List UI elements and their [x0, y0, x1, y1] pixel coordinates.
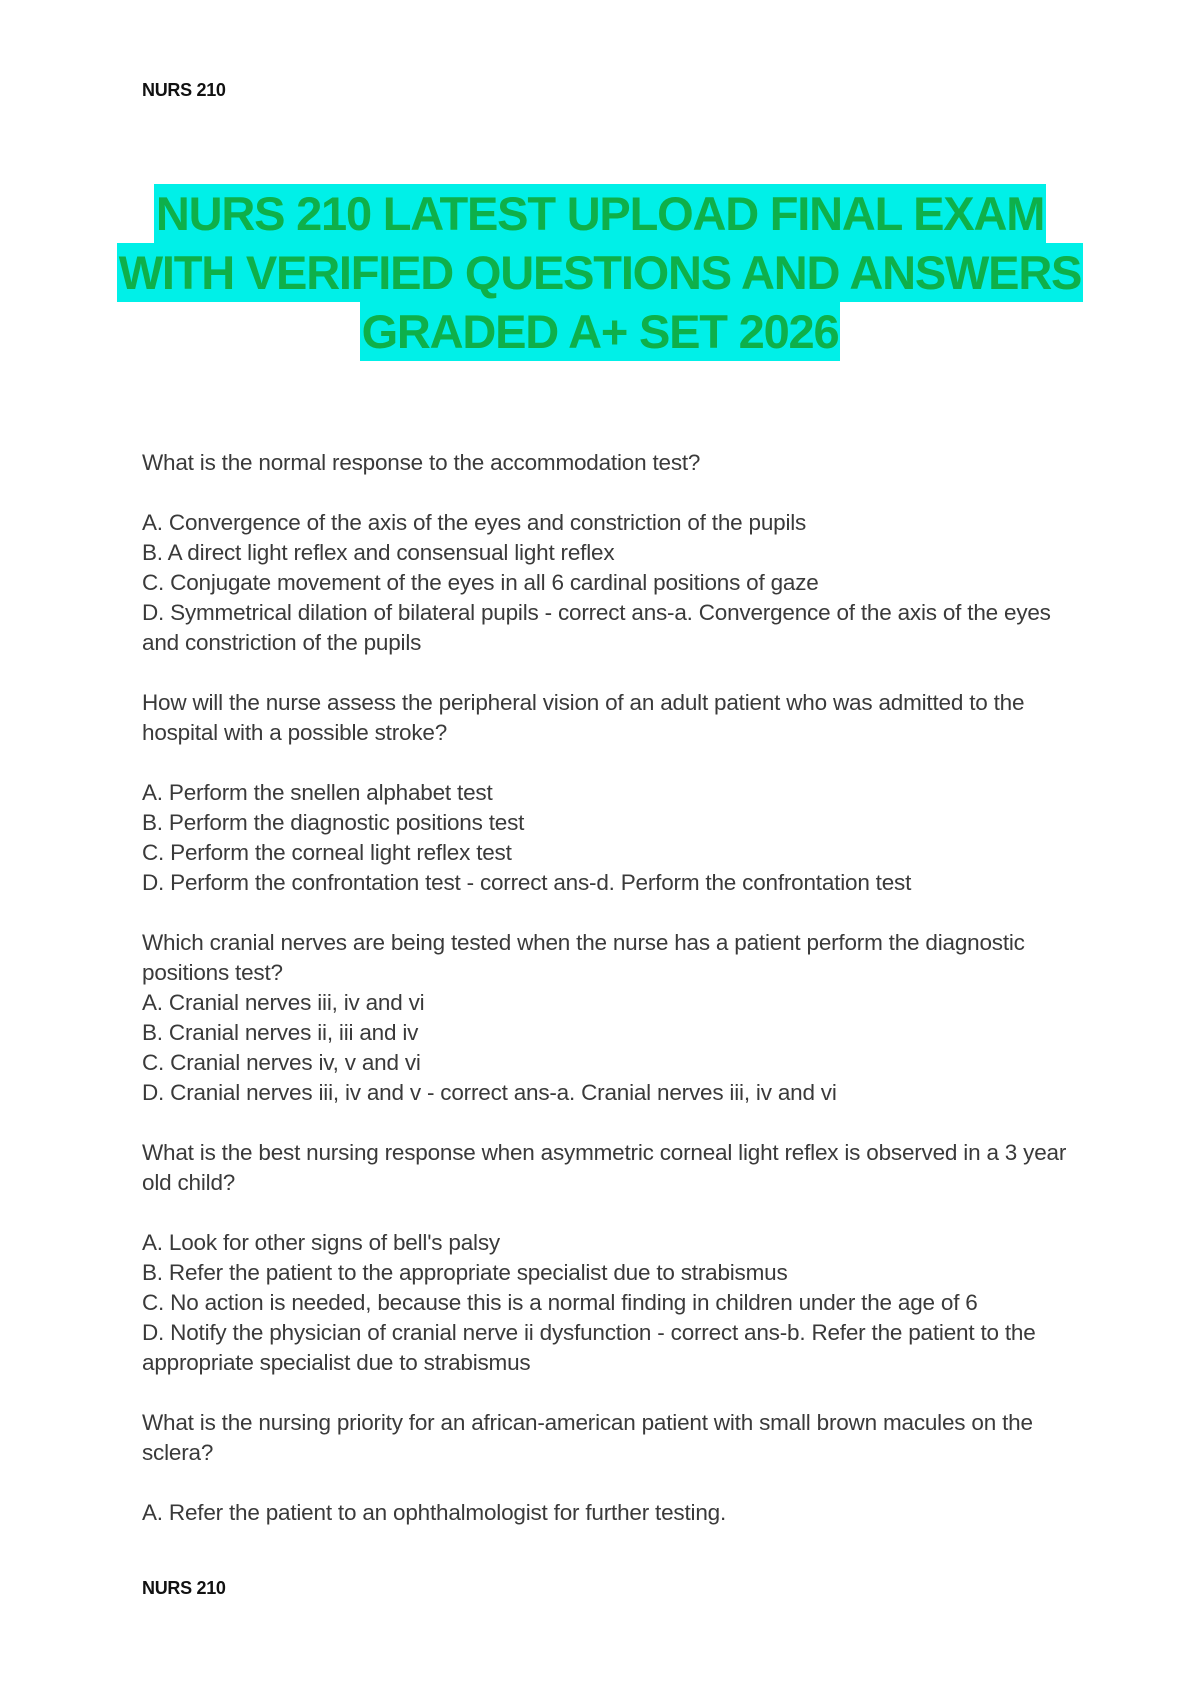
answer-options — [142, 988, 1082, 1108]
question-block — [142, 1408, 1082, 1468]
question-block — [142, 448, 1082, 478]
answer-option: A. Convergence of the axis of the eyes and constriction of the pupils — [142, 510, 807, 535]
answer-option: C. Perform the corneal light reflex test — [142, 840, 512, 865]
question-block — [142, 1138, 1082, 1198]
question-text: How will the nurse assess the peripheral vision of an adult patient who was admitted to the hospital with a possible stroke? — [142, 690, 1025, 745]
answer-option: C. Cranial nerves iv, v and vi — [142, 1050, 421, 1075]
page-header: NURS 210 — [142, 80, 226, 100]
answer-option: D. Notify the physician of cranial nerve ii dysfunction - correct ans-b. Refer the patient to the appropriate specialist due to strabismus — [142, 1320, 1036, 1375]
answer-options — [142, 1228, 1082, 1378]
answer-options — [142, 508, 1082, 658]
page-footer: NURS 210 — [142, 1578, 226, 1598]
title-line-3: GRADED A+ SET 2026 — [360, 302, 841, 361]
title-line-2: WITH VERIFIED QUESTIONS AND ANSWERS — [117, 243, 1083, 302]
answer-option: D. Perform the confrontation test - correct ans-d. Perform the confrontation test — [142, 870, 912, 895]
answer-option: A. Refer the patient to an ophthalmologist for further testing. — [142, 1500, 726, 1525]
answer-option: B. Perform the diagnostic positions test — [142, 810, 525, 835]
answer-option: B. Refer the patient to the appropriate specialist due to strabismus — [142, 1260, 788, 1285]
answer-option: D. Symmetrical dilation of bilateral pupils - correct ans-a. Convergence of the axis of the eyes and constriction of the pupils — [142, 600, 1051, 655]
title-line-1: NURS 210 LATEST UPLOAD FINAL EXAM — [154, 184, 1046, 243]
document-body — [142, 448, 1082, 1528]
answer-option: C. Conjugate movement of the eyes in all 6 cardinal positions of gaze — [142, 570, 819, 595]
answer-option: C. No action is needed, because this is a normal finding in children under the age of 6 — [142, 1290, 978, 1315]
answer-options — [142, 1498, 1082, 1528]
answer-option: A. Cranial nerves iii, iv and vi — [142, 990, 425, 1015]
question-text: What is the best nursing response when asymmetric corneal light reflex is observed in a 3 year old child? — [142, 1140, 1067, 1195]
document-title — [0, 184, 1200, 361]
question-text: What is the nursing priority for an african-american patient with small brown macules on the sclera? — [142, 1410, 1033, 1465]
question-block — [142, 688, 1082, 748]
answer-option: B. Cranial nerves ii, iii and iv — [142, 1020, 419, 1045]
answer-option: B. A direct light reflex and consensual light reflex — [142, 540, 615, 565]
answer-options — [142, 778, 1082, 898]
answer-option: D. Cranial nerves iii, iv and v - correct ans-a. Cranial nerves iii, iv and vi — [142, 1080, 837, 1105]
question-text: Which cranial nerves are being tested when the nurse has a patient perform the diagnostic positions test? — [142, 930, 1025, 985]
question-text: What is the normal response to the accommodation test? — [142, 450, 701, 475]
answer-option: A. Look for other signs of bell's palsy — [142, 1230, 500, 1255]
answer-option: A. Perform the snellen alphabet test — [142, 780, 493, 805]
question-block — [142, 928, 1082, 988]
